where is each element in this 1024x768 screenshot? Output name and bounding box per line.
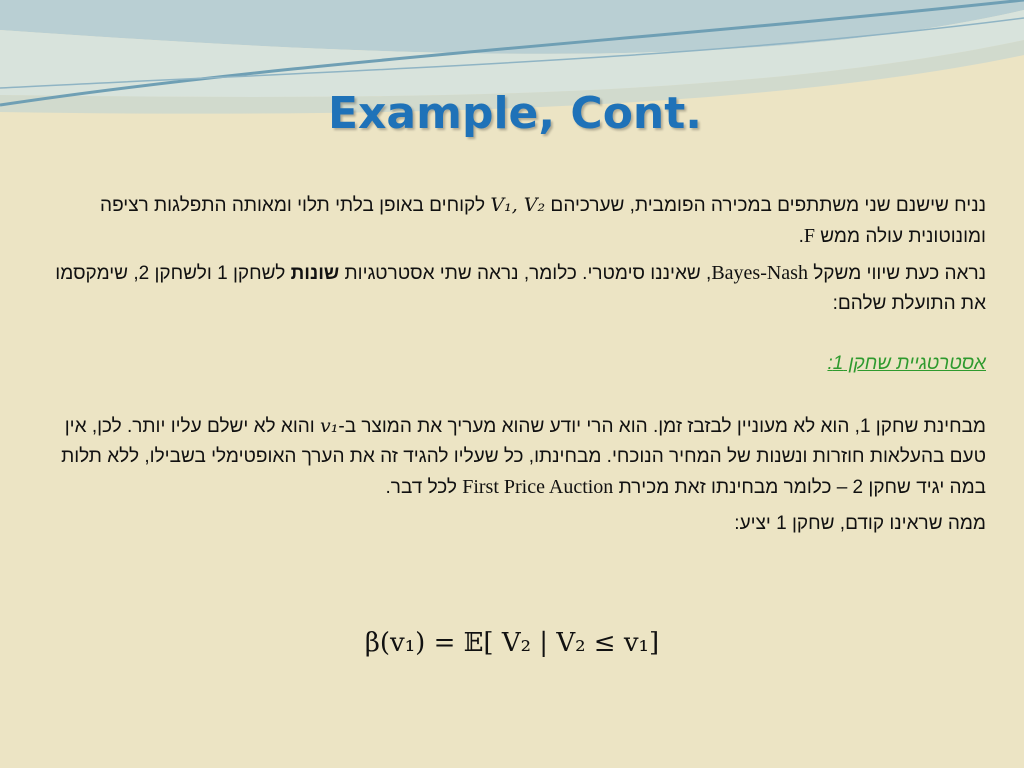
player1-text-b: והוא לא ישלם עליו יותר. לכן, אין טעם בהעלאות חוזרות ונשנות של המחיר הנוכחי. מבחינתו, כל שעליו להגיד זה את הערך האופטימלי בשבילו, ללא תלות במה יגיד שחקן 2 – כלומר מבחינתו זאת מכירת — [61, 416, 986, 498]
distribution-symbol: F — [803, 225, 815, 247]
assumption-text-b: לקוחים באופן בלתי תלוי ומאותה התפלגות רציפה ומונוטונית עולה ממש — [100, 195, 986, 247]
slide-body — [40, 190, 986, 545]
bid-formula: β(v₁) = 𝔼[ V₂ | V₂ ≤ v₁] — [364, 628, 660, 658]
slide-title: Example, Cont. — [327, 88, 703, 139]
player1-text-c: לכל דבר. — [385, 477, 463, 498]
bayes-nash-term: Bayes-Nash — [711, 262, 808, 284]
equilibrium-text-a: נראה כעת שיווי משקל — [807, 263, 986, 284]
paragraph-player1 — [40, 411, 986, 503]
paragraph-assumption — [40, 190, 986, 252]
player1-text-a: מבחינת שחקן 1, הוא לא מעוניין לבזבז זמן. הוא הרי יודע שהוא מעריך את המוצר ב- — [338, 416, 986, 437]
bold-word-different: שונות — [290, 263, 340, 284]
equilibrium-text-b: , שאיננו סימטרי. כלומר, נראה שתי אסטרטגיות — [339, 263, 712, 284]
variable-v1: v₁ — [320, 415, 339, 437]
variables-v1-v2: V₁, V₂ — [490, 194, 546, 216]
first-price-auction-term: First Price Auction — [462, 476, 614, 498]
equilibrium-text-c: לשחקן 1 ולשחקן 2, שימקסמו את התועלת שלהם: — [55, 263, 986, 314]
paragraph-equilibrium — [40, 258, 986, 319]
assumption-end: . — [798, 226, 804, 247]
assumption-text-a: נניח שישנם שני משתתפים במכירה הפומבית, שערכיהם — [545, 195, 986, 216]
paragraph-bid-intro: ממה שראינו קודם, שחקן 1 יציע: — [734, 513, 986, 534]
strategy-heading: אסטרטגיית שחקן 1: — [827, 353, 986, 374]
